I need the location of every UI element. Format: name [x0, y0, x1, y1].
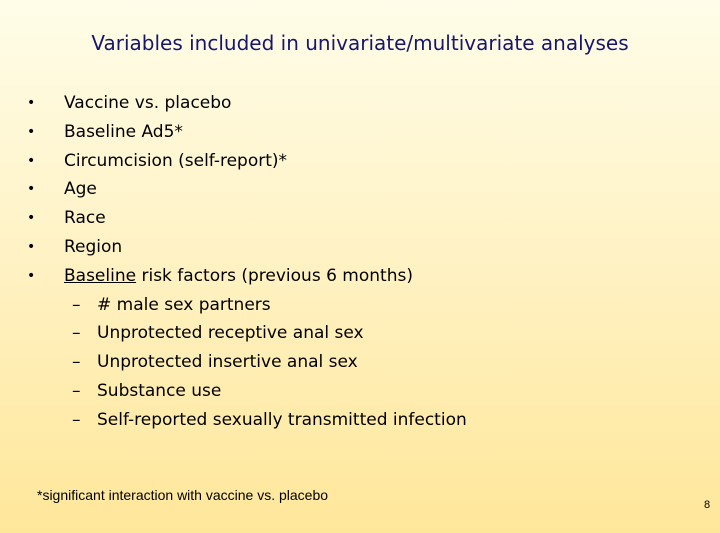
bullet-marker: •: [27, 95, 36, 111]
bullet-marker: •: [27, 181, 36, 198]
sub-bullet-text: Self-reported sexually transmitted infection: [97, 409, 467, 430]
bullet-text: Age: [64, 179, 97, 200]
bullet-text-rest: risk factors (previous 6 months): [136, 265, 413, 286]
bullet-marker: •: [27, 123, 36, 140]
sub-bullet-text: Substance use: [97, 380, 222, 401]
bullet-marker: •: [27, 210, 36, 227]
bullet-text: [64, 262, 413, 291]
bullet-text: Region: [64, 236, 123, 257]
slide-title: Variables included in univariate/multivariate analyses: [91, 31, 629, 55]
sub-bullet-text: # male sex partners: [97, 294, 271, 315]
footnote: *significant interaction with vaccine vs. placebo: [37, 487, 329, 503]
bullet-marker: •: [27, 238, 36, 255]
underlined-word: Baseline: [64, 265, 137, 286]
sub-bullet-text: Unprotected insertive anal sex: [97, 352, 358, 373]
sub-bullet-marker: –: [72, 380, 81, 401]
page-number: 8: [704, 499, 711, 511]
sub-bullet-marker: –: [72, 352, 81, 373]
sub-bullet-text: Unprotected receptive anal sex: [97, 323, 364, 344]
bullet-text: Circumcision (self-report)*: [64, 150, 288, 171]
bullet-text: Baseline Ad5*: [64, 121, 183, 142]
bullet-marker: •: [27, 152, 36, 169]
bullet-marker: •: [27, 267, 36, 284]
bullet-text: Vaccine vs. placebo: [64, 93, 232, 113]
sub-bullet-marker: –: [72, 409, 81, 430]
sub-bullet-marker: –: [72, 294, 81, 315]
sub-bullet-marker: –: [72, 323, 81, 344]
bullet-text: Race: [64, 208, 106, 229]
